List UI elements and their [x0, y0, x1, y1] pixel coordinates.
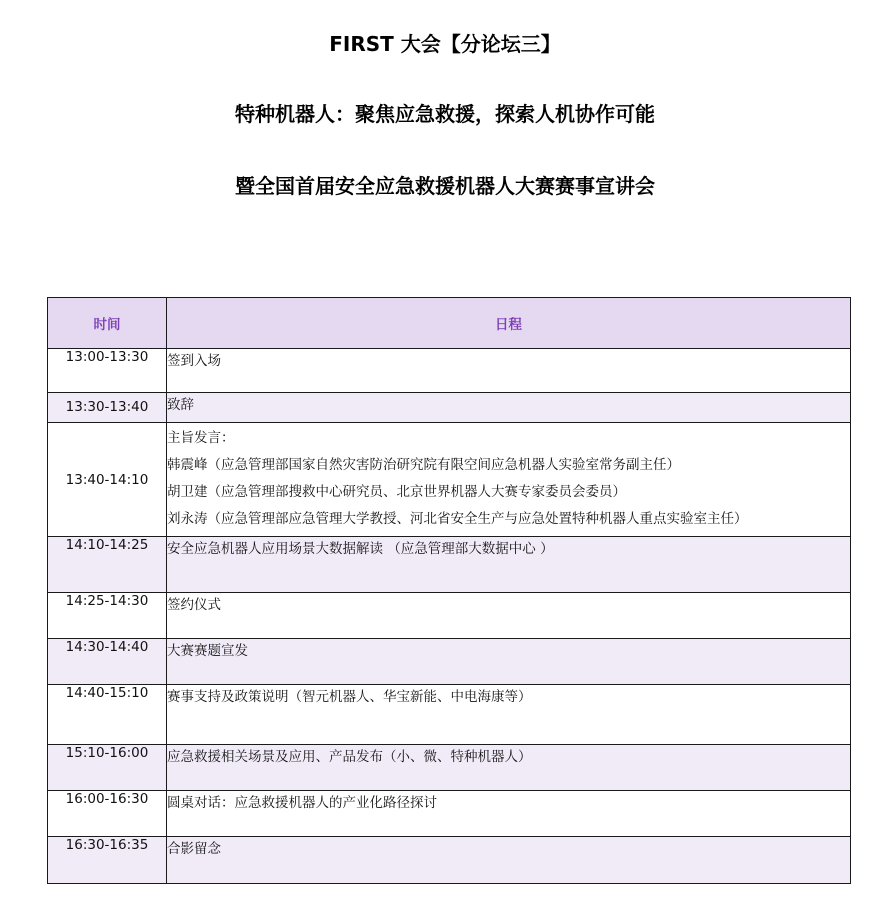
row-item: 致辞: [167, 393, 851, 423]
row-item: 圆桌对话：应急救援机器人的产业化路径探讨: [167, 791, 851, 837]
row-time: 15:10-16:00: [48, 745, 167, 791]
table-row: [48, 593, 851, 639]
row-time: 14:30-14:40: [48, 639, 167, 685]
forum-event-line: 暨全国首届安全应急救援机器人大赛赛事宣讲会: [235, 174, 655, 198]
keynote-heading: 主旨发言：: [167, 430, 235, 446]
keynote-speaker: 韩震峰（应急管理部国家自然灾害防治研究院有限空间应急机器人实验室常务副主任）: [167, 457, 680, 473]
row-time: 14:25-14:30: [48, 593, 167, 639]
table-row: [48, 837, 851, 884]
table-row: [48, 639, 851, 685]
row-item: 应急救援相关场景及应用、产品发布（小、微、特种机器人）: [167, 745, 851, 791]
row-time: 13:40-14:10: [48, 423, 167, 537]
row-item: 赛事支持及政策说明（智元机器人、华宝新能、中电海康等）: [167, 685, 851, 745]
table-row: [48, 745, 851, 791]
keynote-speaker: 胡卫建（应急管理部搜救中心研究员、北京世界机器人大赛专家委员会委员）: [167, 484, 626, 500]
row-time: 16:30-16:35: [48, 837, 167, 884]
row-item-keynote: [167, 423, 851, 537]
table-header-row: [48, 298, 851, 349]
row-item: 安全应急机器人应用场景大数据解读 （应急管理部大数据中心 ）: [167, 537, 851, 593]
table-row: [48, 537, 851, 593]
row-item: 合影留念: [167, 837, 851, 884]
table-row: [48, 423, 851, 537]
forum-title: FIRST 大会【分论坛三】: [329, 32, 561, 56]
row-time: 14:10-14:25: [48, 537, 167, 593]
row-time: 14:40-15:10: [48, 685, 167, 745]
schedule-table: [47, 297, 851, 884]
row-time: 13:30-13:40: [48, 393, 167, 423]
row-item: 大赛赛题宣发: [167, 639, 851, 685]
table-row: [48, 393, 851, 423]
keynote-speaker: 刘永涛（应急管理部应急管理大学教授、河北省安全生产与应急处置特种机器人重点实验室主任）: [167, 511, 748, 527]
table-row: [48, 791, 851, 837]
forum-subtitle: 特种机器人：聚焦应急救援，探索人机协作可能: [235, 102, 655, 126]
header-time: 时间: [48, 298, 167, 349]
table-row: [48, 685, 851, 745]
row-time: 13:00-13:30: [48, 349, 167, 393]
table-row: [48, 349, 851, 393]
header-schedule: 日程: [167, 298, 851, 349]
row-item: 签约仪式: [167, 593, 851, 639]
row-item: 签到入场: [167, 349, 851, 393]
row-time: 16:00-16:30: [48, 791, 167, 837]
